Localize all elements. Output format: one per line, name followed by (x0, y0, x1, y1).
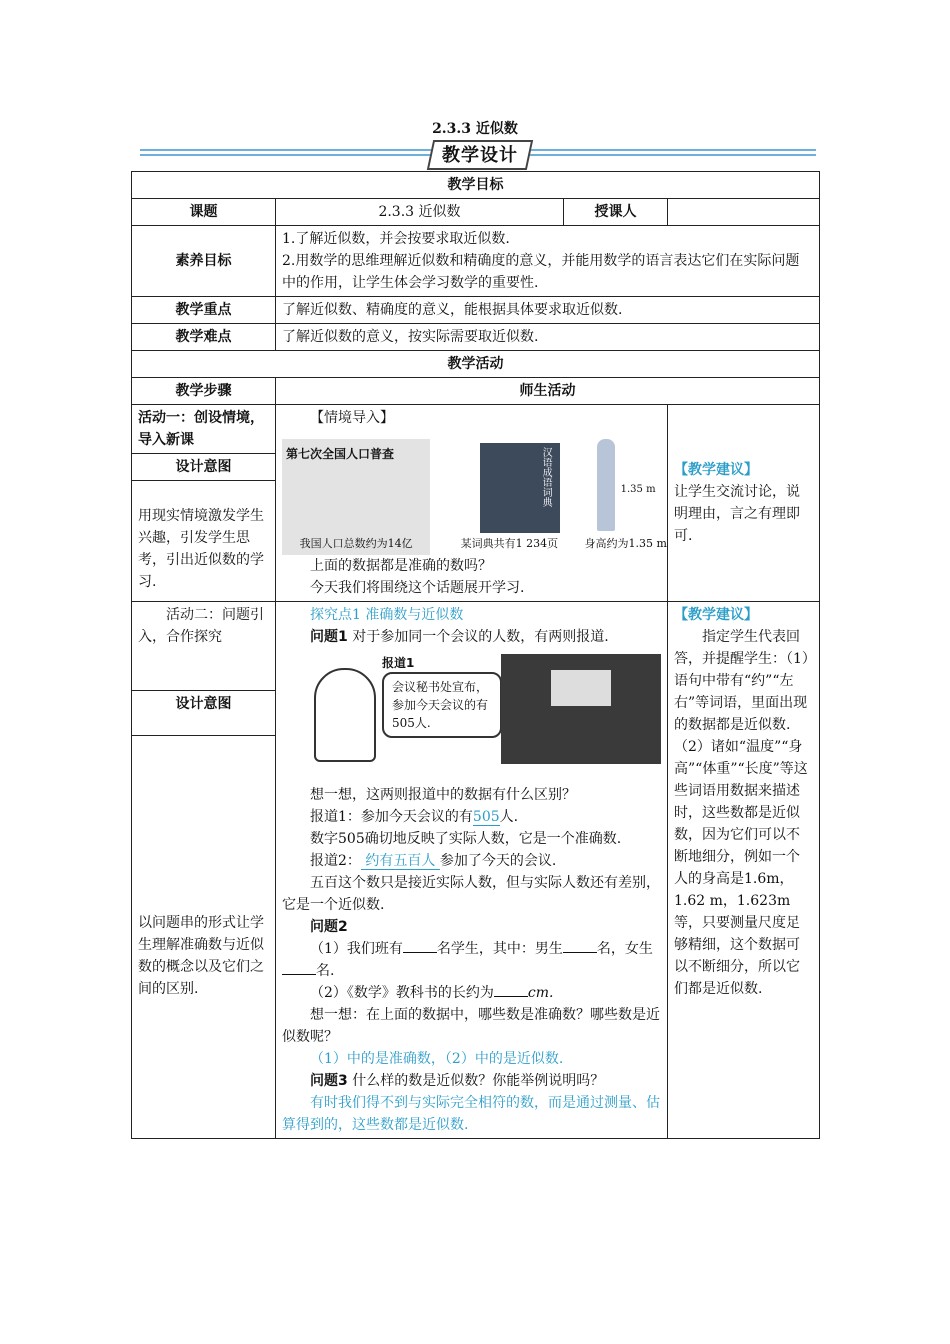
dictionary-image (436, 439, 582, 555)
hard-label: 教学难点 (132, 324, 276, 351)
dictionary-caption: 某词典共有1 234页 (460, 537, 559, 550)
steps-label: 教学步骤 (132, 378, 276, 405)
activity1-content (276, 405, 668, 602)
blank-girls (282, 960, 316, 975)
dictionary-book: 汉语成语词典 (480, 443, 560, 533)
literacy-line-1: 1.了解近似数，并会按要求取近似数. (282, 231, 510, 247)
projection-screen (551, 670, 611, 706)
p2-1c: 名，女生 (596, 941, 653, 957)
activities-header: 教学活动 (132, 351, 820, 378)
blank-boys (563, 938, 597, 953)
speaker-figure (314, 668, 376, 762)
literacy-goals (276, 226, 820, 297)
activity2-step-cell (132, 602, 276, 1139)
p3-text: 什么样的数是近似数？你能举例说明吗？ (352, 1073, 605, 1089)
p2-1b: 名学生，其中：男生 (436, 941, 563, 957)
census-title: 第七次全国人口普查 (286, 447, 395, 461)
activity1-name: 活动一：创设情境，导入新课 (132, 405, 275, 454)
p2-2a: （2）《数学》教科书的长约为 (310, 985, 494, 1001)
p1-label: 问题1 (310, 629, 348, 645)
activity2-design-label: 设计意图 (132, 691, 275, 736)
height-image (584, 439, 667, 555)
section-banner (140, 140, 816, 168)
p2-label: 问题2 (310, 919, 348, 935)
literacy-label: 素养目标 (132, 226, 276, 297)
r1-post: 人. (499, 809, 519, 825)
r1-exp: 数字505确切地反映了实际人数，它是一个准确数. (310, 831, 622, 847)
census-caption: 我国人口总数约为14亿 (299, 537, 413, 550)
report1-label: 报道1 (382, 656, 415, 670)
p3-label: 问题3 (310, 1073, 348, 1089)
activity1-lead: 今天我们将围绕这个话题展开学习. (310, 580, 525, 596)
child-figure (597, 439, 615, 531)
census-image (282, 439, 430, 555)
banner-text: 教学设计 (442, 145, 518, 166)
hard-value: 了解近似数的意义，按实际需要取近似数. (276, 324, 820, 351)
ans3: 有时我们得不到与实际完全相符的数，而是通过测量、估算得到的，这些数都是近似数. (282, 1095, 660, 1133)
activity2-suggest-cell (668, 602, 820, 1139)
p2-1d: 名. (316, 963, 335, 979)
topic-value: 2.3.3 近似数 (276, 199, 564, 226)
activity1-design-text: 用现实情境激发学生兴趣，引发学生思考，引出近似数的学习. (138, 508, 264, 590)
activity2-name: 活动二：问题引入，合作探究 (132, 602, 275, 691)
speech-bubble: 会议秘书处宣布，参加今天会议的有505人. (382, 672, 502, 738)
teacher-student-label: 师生活动 (276, 378, 820, 405)
think2: 想一想：在上面的数据中，哪些数是准确数？哪些数是近似数呢？ (282, 1007, 660, 1045)
height-caption: 身高约为1.35 m (584, 537, 667, 550)
lesson-table (131, 171, 820, 1139)
activity1-suggest-title: 【教学建议】 (674, 462, 758, 478)
height-mark: 1.35 m (620, 484, 656, 495)
activity1-suggest-text: 让学生交流讨论，说明理由，言之有理即可. (674, 484, 800, 544)
activity1-intro: 【情境导入】 (310, 410, 394, 426)
key-value: 了解近似数、精确度的意义，能根据具体要求取近似数. (276, 297, 820, 324)
p1-text: 对于参加同一个会议的人数，有两则报道. (352, 629, 609, 645)
r2-ans: 约有五百人 (360, 853, 440, 869)
point-title: 探究点1 准确数与近似数 (310, 607, 464, 623)
activity2-design-text: 以问题串的形式让学生理解准确数与近似数的概念以及它们之间的区别. (138, 915, 264, 997)
activity2-content (276, 602, 668, 1139)
r1-pre: 报道1：参加今天会议的有 (310, 809, 473, 825)
topic-label: 课题 (132, 199, 276, 226)
goals-header: 教学目标 (132, 172, 820, 199)
ans2: （1）中的是准确数，（2）中的是近似数. (310, 1051, 564, 1067)
r2-post: 参加了今天的会议. (439, 853, 557, 869)
report1-image (312, 654, 497, 764)
activity2-suggest-text: 指定学生代表回答，并提醒学生：（1）语句中带有“约”“左右”等词语，里面出现的数据都是近似数.（2）诸如“温度”“身高”“体重”“长度”等这些词语用数据来描述时，这些数都是近似数，因为它们可以不断地细分，例如一个人的身高是1.6m，1.62 m，1.623m等，只要测量尺度足够精细，这个数据可以不断细分，所以它们都是近似数. (674, 629, 809, 997)
r2-exp: 五百这个数只是接近实际人数，但与实际人数还有差别，它是一个近似数. (282, 875, 660, 913)
report-images (312, 654, 661, 764)
activity1-suggest-cell (668, 405, 820, 602)
teacher-value (668, 199, 820, 226)
r2-pre: 报道2： (310, 853, 361, 869)
key-label: 教学重点 (132, 297, 276, 324)
activity1-step-cell (132, 405, 276, 602)
r1-num: 505 (472, 809, 500, 825)
literacy-line-2: 2.用数学的思维理解近似数和精确度的意义，并能用数学的语言表达它们在实际问题中的作用，让学生体会学习数学的重要性. (282, 253, 800, 291)
teacher-label: 授课人 (564, 199, 668, 226)
activity2-suggest-title: 【教学建议】 (674, 607, 758, 623)
page-title: 2.3.3 近似数 (432, 121, 518, 137)
blank-class-size (403, 938, 437, 953)
p2-1a: （1）我们班有 (310, 941, 403, 957)
blank-length (494, 982, 528, 997)
p2-2b: cm. (527, 985, 554, 1001)
activity1-design-label: 设计意图 (132, 454, 275, 481)
think1: 想一想，这两则报道中的数据有什么区别？ (310, 787, 576, 803)
meeting-photo (501, 654, 661, 764)
activity1-question: 上面的数据都是准确的数吗？ (310, 558, 492, 574)
activity1-images (282, 439, 667, 555)
